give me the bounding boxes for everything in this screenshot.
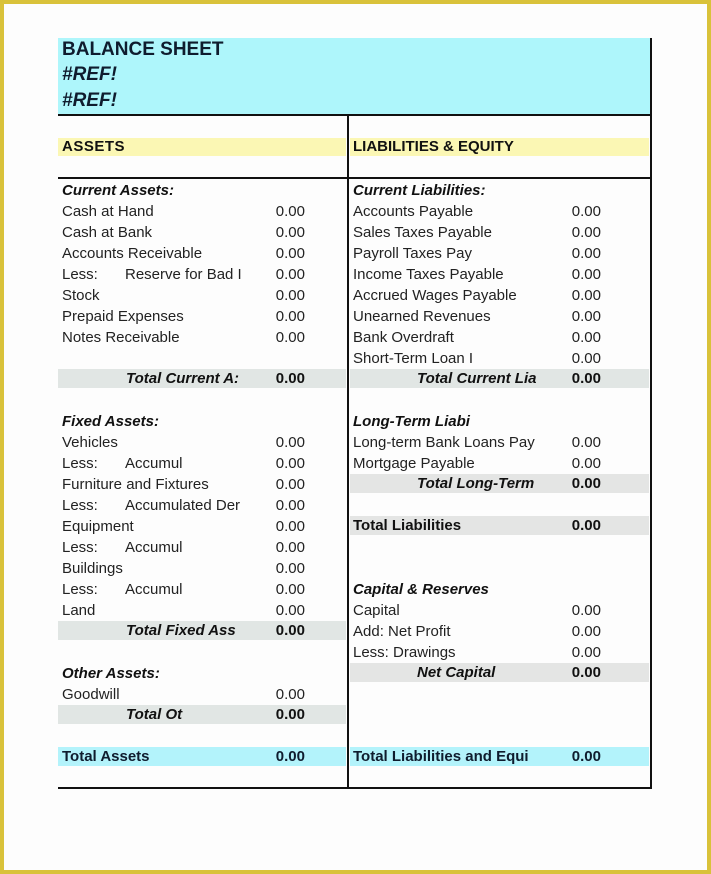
table-row	[0, 264, 347, 285]
table-row	[350, 327, 650, 348]
row-label: Furniture and Fixtures	[62, 476, 209, 493]
row-sublabel: Accumul	[125, 581, 183, 598]
row-value: 0.00	[571, 287, 601, 304]
row-sublabel: Accumulated Der	[125, 497, 241, 514]
row-value: 0.00	[275, 581, 305, 598]
table-row	[350, 285, 650, 306]
row-value: 0.00	[275, 602, 305, 619]
row-sublabel: Reserve for Bad I	[125, 266, 242, 283]
row-value: 0.00	[275, 266, 305, 283]
total-value: 0.00	[571, 475, 601, 492]
other-assets-heading: Other Assets:	[62, 665, 160, 682]
row-value: 0.00	[275, 287, 305, 304]
total-other-assets-row	[0, 704, 347, 725]
table-row	[0, 222, 347, 243]
row-label: Add: Net Profit	[353, 623, 451, 640]
fixed-assets-heading: Fixed Assets:	[62, 413, 159, 430]
table-row	[350, 432, 650, 453]
table-row	[0, 537, 347, 558]
table-row	[350, 453, 650, 474]
table-row	[0, 327, 347, 348]
total-fixed-assets-row	[0, 620, 347, 641]
row-label: Cash at Hand	[62, 203, 154, 220]
row-value: 0.00	[571, 434, 601, 451]
row-label: Accounts Payable	[353, 203, 474, 220]
table-row	[350, 306, 650, 327]
row-value: 0.00	[275, 497, 305, 514]
row-sublabel: Accumul	[125, 539, 183, 556]
row-label: Payroll Taxes Pay	[353, 245, 472, 262]
row-label: Notes Receivable	[62, 329, 180, 346]
row-value: 0.00	[275, 245, 305, 262]
row-value: 0.00	[571, 308, 601, 325]
row-value: 0.00	[571, 245, 601, 262]
total-label: Net Capital	[417, 664, 496, 681]
row-value: 0.00	[275, 224, 305, 241]
row-value: 0.00	[275, 434, 305, 451]
total-label: Total Current A:	[126, 370, 240, 387]
long-term-liabilities-heading: Long-Term Liabi	[353, 413, 470, 430]
row-label: Less:	[62, 539, 98, 556]
current-assets-heading: Current Assets:	[62, 182, 174, 199]
table-row	[350, 243, 650, 264]
total-value: 0.00	[571, 664, 601, 681]
row-label: Cash at Bank	[62, 224, 153, 241]
table-row	[350, 600, 650, 621]
total-label: Total Current Lia	[417, 370, 537, 387]
total-value: 0.00	[571, 370, 601, 387]
row-value: 0.00	[571, 350, 601, 367]
table-row	[350, 621, 650, 642]
row-value: 0.00	[571, 644, 601, 661]
total-label: Total Fixed Ass	[126, 622, 236, 639]
total-liabilities-row	[350, 515, 650, 536]
table-row	[0, 243, 347, 264]
row-label: Income Taxes Payable	[353, 266, 504, 283]
table-row	[0, 306, 347, 327]
total-value: 0.00	[275, 622, 305, 639]
row-label: Accounts Receivable	[62, 245, 203, 262]
section-bottom-border	[58, 177, 652, 179]
row-value: 0.00	[275, 203, 305, 220]
header-ref-2: #REF!	[62, 90, 117, 111]
row-value: 0.00	[571, 602, 601, 619]
table-row	[0, 579, 347, 600]
table-row	[350, 222, 650, 243]
header-ref-1: #REF!	[62, 64, 117, 85]
row-label: Less:	[62, 497, 98, 514]
table-row	[350, 348, 650, 369]
row-value: 0.00	[571, 455, 601, 472]
row-label: Less:	[62, 455, 98, 472]
table-row	[0, 453, 347, 474]
row-label: Less: Drawings	[353, 644, 456, 661]
table-row	[0, 684, 347, 705]
total-label: Total Ot	[126, 706, 183, 723]
sheet-title: BALANCE SHEET	[62, 39, 224, 60]
table-row	[350, 264, 650, 285]
row-value: 0.00	[275, 476, 305, 493]
row-value: 0.00	[275, 518, 305, 535]
row-label: Sales Taxes Payable	[353, 224, 492, 241]
row-label: Goodwill	[62, 686, 120, 703]
row-label: Unearned Revenues	[353, 308, 491, 325]
row-label: Equipment	[62, 518, 134, 535]
row-label: Prepaid Expenses	[62, 308, 184, 325]
row-label: Less:	[62, 266, 98, 283]
row-label: Short-Term Loan I	[353, 350, 474, 367]
row-label: Mortgage Payable	[353, 455, 475, 472]
row-label: Stock	[62, 287, 100, 304]
table-row	[350, 642, 650, 663]
net-capital-row	[350, 662, 650, 683]
row-value: 0.00	[571, 266, 601, 283]
total-label: Total Assets	[62, 748, 150, 765]
row-label: Vehicles	[62, 434, 118, 451]
right-border	[650, 38, 652, 789]
header-bottom-border	[58, 114, 652, 116]
current-liabilities-heading: Current Liabilities:	[353, 182, 486, 199]
row-value: 0.00	[275, 308, 305, 325]
table-row	[0, 600, 347, 621]
row-label: Land	[62, 602, 96, 619]
row-value: 0.00	[571, 224, 601, 241]
table-row	[0, 495, 347, 516]
table-bottom-border	[58, 787, 652, 789]
row-value: 0.00	[275, 686, 305, 703]
total-value: 0.00	[571, 748, 601, 765]
row-label: Capital	[353, 602, 400, 619]
total-current-liabilities-row	[350, 368, 650, 389]
capital-reserves-heading: Capital & Reserves	[353, 581, 489, 598]
row-value: 0.00	[275, 455, 305, 472]
table-row	[0, 285, 347, 306]
total-value: 0.00	[571, 517, 601, 534]
row-label: Long-term Bank Loans Pay	[353, 434, 535, 451]
table-row	[0, 558, 347, 579]
assets-heading: ASSETS	[62, 138, 126, 155]
total-label: Total Liabilities	[353, 517, 462, 534]
total-current-assets-row	[0, 368, 347, 389]
table-row	[0, 201, 347, 222]
total-value: 0.00	[275, 748, 305, 765]
row-sublabel: Accumul	[125, 455, 183, 472]
row-value: 0.00	[571, 623, 601, 640]
liabilities-heading: LIABILITIES & EQUITY	[353, 138, 514, 155]
table-row	[0, 432, 347, 453]
row-value: 0.00	[571, 329, 601, 346]
row-label: Accrued Wages Payable	[353, 287, 517, 304]
row-label: Bank Overdraft	[353, 329, 454, 346]
table-row	[0, 474, 347, 495]
total-label: Total Long-Term	[417, 475, 535, 492]
row-value: 0.00	[275, 560, 305, 577]
table-row	[350, 201, 650, 222]
total-liabilities-equity-row	[350, 746, 650, 767]
total-value: 0.00	[275, 370, 305, 387]
table-row	[0, 516, 347, 537]
total-assets-row	[0, 746, 347, 767]
row-value: 0.00	[275, 539, 305, 556]
total-label: Total Liabilities and Equi	[353, 748, 529, 765]
total-value: 0.00	[275, 706, 305, 723]
total-long-term-row	[350, 473, 650, 494]
row-value: 0.00	[571, 203, 601, 220]
row-value: 0.00	[275, 329, 305, 346]
row-label: Less:	[62, 581, 98, 598]
row-label: Buildings	[62, 560, 123, 577]
column-divider	[347, 114, 349, 789]
